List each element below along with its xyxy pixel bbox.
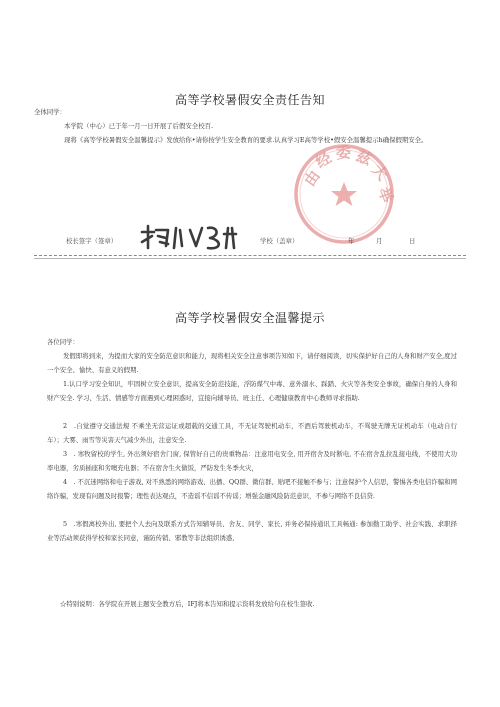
notice-paragraph-1: 本学院（中心）已于年一月一日开展了后假安全校百. — [64, 122, 214, 130]
month-label: 月 — [376, 237, 383, 245]
svg-text:举: 举 — [374, 184, 397, 206]
tips-greeting: 各位同学： — [47, 338, 79, 346]
svg-text:经: 经 — [312, 148, 335, 172]
svg-text:委: 委 — [335, 143, 352, 163]
year-label: 年 — [348, 237, 355, 245]
school-stamp-label: 学校（盖章） — [260, 237, 299, 245]
svg-text:兹: 兹 — [353, 146, 375, 169]
notice-title: 高等学校暑假安全责任告知 — [174, 93, 325, 107]
tip-item-4: 4 . 不沉迷网络和电子游戏, 对不熟悉的网络游戏、出播、QQ群、微信群、贴吧不接触不参与；注意保护个人信思，警惕各类电信诈骗和网络诈骗，发现有问题及时报警；理性表达观点，不造谣不信谣不传谣；增强金融风险防范意识，不参与网络不良信贷. — [47, 478, 457, 500]
tips-intro: 发假即将到来，为提而大家的安全防范意识和能力，现将相关安全注意事项告知如下，请仔细阅读，切实保护好自己的人身和财产安全,度过一个安全、愉快、有意义的假期. — [47, 352, 457, 374]
signature-row — [66, 232, 446, 248]
tip-item-3: 3 . 寒牧留校的学生, 外出须好宿舍门窗, 保管好自己的贵重物品：注意用电安全, 用开宿舍及时断电, 不在宿舍乱拉乱接电线，不使用大功率电器，劣质插座和劣噢充电器；不在宿舍生火做饭，严防发生冬季火灾， — [47, 450, 457, 472]
section-divider-line — [34, 258, 466, 259]
svg-text:由: 由 — [300, 166, 324, 190]
special-note: ☆特别说明：各学院在开展主题安全教方后，IFJ将本告知和提示资料发放给句在校生签收. — [60, 600, 315, 608]
tips-title: 高等学校暑假安全温馨提示 — [174, 311, 325, 325]
tip-item-5: 5 .寒假离校外出, 要把个人去向及联系方式告知辅导员、舍友、同学、家长, 并务必保持通讯工具畅通: 参加勤工助学、社会实践、求职择业等活动须获得学校和家长同意，谨防传销、邪教等非法组织诱惑, — [47, 520, 457, 542]
tip-item-2: 2 .自觉遵守交通法規 不乘坐无营运证或超载的交通工具，不无证驾驶机动车，不酒后驾驶机动车，不骂驶无牌无证机动车（电动自行车）；大雾、雨雪等災害天气减少外出，注意安全. — [47, 422, 457, 444]
svg-text:大: 大 — [368, 160, 392, 185]
greeting: 全体同学： — [34, 108, 66, 116]
day-label: 日 — [409, 237, 416, 245]
principal-signature — [138, 222, 246, 252]
principal-signature-label: 校长签字（签章） — [66, 237, 118, 245]
notice-paragraph-2: 现将《高等学校暑假安全温馨提示》发放给你•请你按学生安全教育的要求.认真学习E高等学校•假安全温馨提示h确保假期安全。 — [64, 136, 428, 144]
section-divider — [34, 255, 466, 256]
tip-item-1: 1.认口学习安全知识，牢固树立安全意识，提高安全防范技能，浮防煤气中毒、意外溺水、踩踏、火灾等各类安全事故，确保自身的人身和财产安全. 学习、生活、情感等方面遇到心理困惑时，宜接向辅导员、班主任、心理健康教育中心教师寻求指助. — [47, 380, 457, 402]
